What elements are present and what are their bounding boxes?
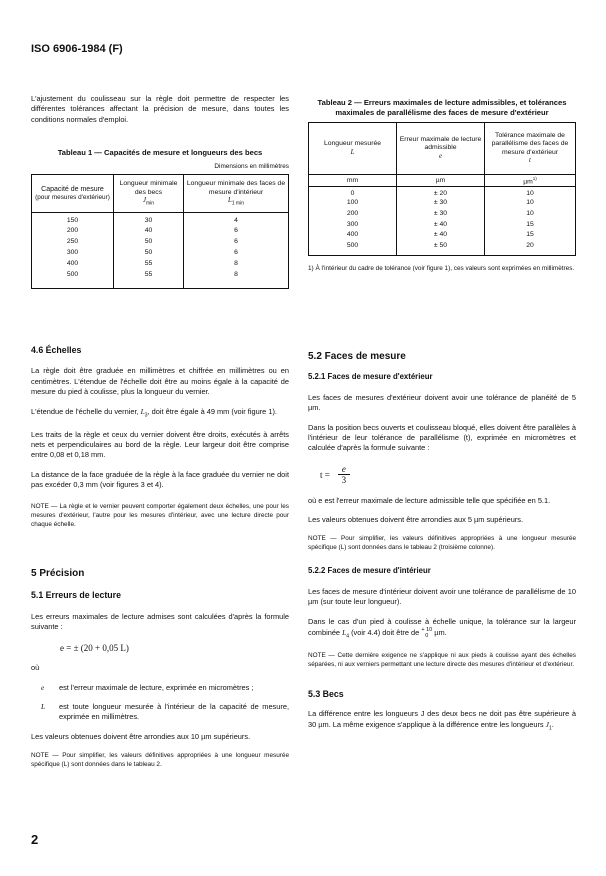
section-5-2-title: 5.2 Faces de mesure <box>308 351 406 362</box>
table2-row <box>309 241 576 252</box>
section-4-6-p2: L'étendue de l'échelle du vernier, $L_3$, doit être égale à 49 mm (voir figure 1). <box>31 406 277 419</box>
table1-cell: 30 <box>114 213 184 226</box>
table2-cell: ± 40 <box>397 219 485 230</box>
table2-cell: ± 40 <box>397 230 485 241</box>
section-5-2-1-note: NOTE — Pour simplifier, les valeurs définitives appropriées à une longueur mesurée spécifique (L) sont données dans le tableau 2 (troisième colonne). <box>308 535 576 552</box>
section-5-2-1-title: 5.2.1 Faces de mesure d'extérieur <box>308 372 433 382</box>
section-5-2-1-p2: Dans la position becs ouverts et coulisseau bloqué, elles doivent être parallèles à l'intérieur de leur tolérance de parallélisme (t), exprimée en micromètres et calculée d'après la formule suivante : <box>308 422 576 453</box>
table1-cell: 400 <box>66 260 79 267</box>
table2-cell: ± 30 <box>397 198 485 209</box>
table2-cell: 20 <box>485 241 576 252</box>
table1-row <box>32 226 289 237</box>
table1-cell: 200 <box>66 227 79 234</box>
table2-cell: 500 <box>346 242 359 250</box>
table1-cell: 4 <box>184 213 289 226</box>
table2-cell: 10 <box>485 198 576 209</box>
section-5-1-note: NOTE — Pour simplifier, les valeurs définitives appropriées à une longueur mesurée spécifique (L) sont données dans le tableau 2. <box>31 752 289 769</box>
table2-cell: 200 <box>346 209 359 217</box>
table1-row <box>32 259 289 270</box>
table1-cell: 6 <box>184 226 289 237</box>
table1-units: Dimensions en millimètres <box>214 163 289 170</box>
section-5-1-p2: Les valeurs obtenues doivent être arrondies aux 10 µm supérieurs. <box>31 731 251 741</box>
section-5-2-2-note: NOTE — Cette dernière exigence ne s'applique ni aux pieds à coulisse ayant des échelles séparées, ni aux verniers permettant une lecture directe des mesures d'intérieur et d'extérieur. <box>308 651 576 668</box>
section-5-1-formula: e = ± (20 + 0,05 L) <box>60 642 129 653</box>
table1-cell: 8 <box>184 259 289 270</box>
table2-footnote: 1) À l'intérieur du cadre de tolérance (voir figure 1), ces valeurs sont exprimées en millimètres. <box>308 265 575 273</box>
table1-header-inner-faces: Longueur minimale des faces de mesure d'intérieur $L_{1 min}$ <box>184 175 289 213</box>
table2-cell: 15 <box>485 219 576 230</box>
section-5-1-p1: Les erreurs maximales de lecture admises sont calculées d'après la formule suivante : <box>31 611 289 632</box>
section-5-2-2-title: 5.2.2 Faces de mesure d'intérieur <box>308 566 431 576</box>
tolerance-formula: t = $\frac{e}{3}$ <box>320 464 576 486</box>
table1-cell: 300 <box>66 249 79 256</box>
table2-cell: ± 30 <box>397 209 485 220</box>
table2-cell: 10 <box>485 209 576 220</box>
table2-cell: 15 <box>485 230 576 241</box>
section-4-6-p3: Les traits de la règle et ceux du vernier doivent être droits, exécutés à arrêts nets et perpendiculaires au bord de la règle. Leur largeur doit être comprise entre 0,08 et 0,18 mm. <box>31 429 289 460</box>
section-5-title: 5 Précision <box>31 568 85 579</box>
table1-cell: 55 <box>114 259 184 270</box>
table1-row <box>32 248 289 259</box>
table1-header-capacity: Capacité de mesure (pour mesures d'extérieur) <box>35 185 110 201</box>
table2-unit-um-note: µm$^{1)}$ <box>485 175 576 187</box>
section-5-1-ou: où <box>31 663 40 673</box>
table1-cell: 8 <box>184 270 289 281</box>
table2-cell: 400 <box>346 231 359 239</box>
table1-cell: 40 <box>114 226 184 237</box>
table2-cell: 10 <box>485 187 576 198</box>
table1-row <box>32 237 289 248</box>
table1-cell: 55 <box>114 270 184 281</box>
table1-row <box>32 213 289 226</box>
section-4-6-note: NOTE — La règle et le vernier peuvent comporter également deux échelles, une pour les mesures d'extérieur, l'autre pour les mesures d'intérieur, avec une lecture directe pour chaque échelle. <box>31 502 289 528</box>
table1-cell: 50 <box>114 248 184 259</box>
section-5-2-1-p4: Les valeurs obtenues doivent être arrondies aux 5 µm supérieurs. <box>308 515 524 525</box>
section-5-2-1-p1: Les faces de mesures d'extérieur doivent avoir une tolérance de planéité de 5 µm. <box>308 392 576 413</box>
table1-cell: 500 <box>66 271 79 278</box>
table1-row <box>32 270 289 281</box>
table1 <box>31 174 289 289</box>
table2-header-tolerance: Tolérance maximale de parallélisme des faces de mesure d'extérieur t <box>485 123 576 175</box>
section-5-3-p1: La différence entre les longueurs J des deux becs ne doit pas être supérieure à 30 µm. La même exigence s'applique à la différence entre les longueurs $J_1$. <box>308 709 576 732</box>
page-number: 2 <box>31 832 39 847</box>
table1-cell: 6 <box>184 237 289 248</box>
section-5-2-2-p1: Les faces de mesure d'intérieur doivent avoir une tolérance de parallélisme de 10 µm (sur toute leur longueur). <box>308 586 576 607</box>
table1-title: Tableau 1 — Capacités de mesure et longueurs des becs <box>57 148 263 157</box>
section-4-6-p4: La distance de la face graduée de la règle à la face graduée du vernier ne doit pas excéder 0,3 mm (voir figures 3 et 4). <box>31 469 289 490</box>
table2-row <box>309 219 576 230</box>
section-5-2-2-p2: Dans le cas d'un pied à coulisse à échelle unique, la tolérance sur la largeur combinée $L_4$ (voir 4.4) doit être de + 10 0 µm. <box>308 616 576 640</box>
intro-paragraph: L'ajustement du coulisseau sur la règle doit permettre de respecter les différentes tolérances affectant la précision de mesure, dans toutes les conditions normales d'emploi. <box>31 94 289 124</box>
table2-row <box>309 187 576 198</box>
definition-e: e est l'erreur maximale de lecture, exprimée en micromètres ; <box>41 683 254 693</box>
section-4-6-title: 4.6 Échelles <box>31 345 82 355</box>
table1-header-jaw-length: Longueur minimale des becs $J_{min}$ <box>114 175 184 213</box>
table2-cell: ± 50 <box>397 241 485 252</box>
table2-title: Tableau 2 — Erreurs maximales de lecture admissibles, et tolérances maximales de parallélisme des faces de mesure d'extérieur <box>317 98 567 117</box>
definition-L: L est toute longueur mesurée à l'intérieur de la capacité de mesure, exprimée en millimètres. <box>41 701 289 722</box>
section-5-2-1-p3: où e est l'erreur maximale de lecture admissible telle que spécifiée en 5.1. <box>308 495 551 505</box>
section-4-6-p1: La règle doit être graduée en millimètres et chiffrée en millimètres ou en centimètres. L'étendue de l'échelle doit être au moins égale à la capacité de mesure du pied à coulisse, plus la longueur du vernier. <box>31 366 289 397</box>
table1-cell: 250 <box>66 238 79 245</box>
table2-cell: 0 <box>350 189 355 197</box>
table1-cell: 6 <box>184 248 289 259</box>
table2 <box>308 122 576 256</box>
table2-cell: ± 20 <box>397 187 485 198</box>
section-5-3-title: 5.3 Becs <box>308 688 344 699</box>
table2-row <box>309 230 576 241</box>
table2-row <box>309 209 576 220</box>
table2-header-length: Longueur mesurée L <box>323 140 382 156</box>
table2-cell: 300 <box>346 220 359 228</box>
table1-cell: 150 <box>66 217 79 225</box>
section-5-1-title: 5.1 Erreurs de lecture <box>31 590 121 601</box>
table2-unit-mm: mm <box>346 176 359 184</box>
table2-cell: 100 <box>346 199 359 207</box>
document-header: ISO 6906-1984 (F) <box>31 43 123 55</box>
table2-header-error: Erreur maximale de lecture admissible e <box>397 123 485 175</box>
table2-unit-um: µm <box>397 175 485 187</box>
table1-cell: 50 <box>114 237 184 248</box>
table2-row <box>309 198 576 209</box>
